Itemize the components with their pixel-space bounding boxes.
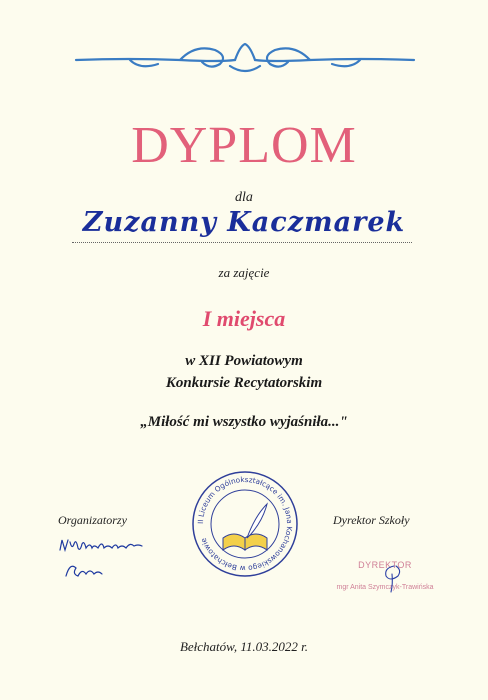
stamp-title: DYREKTOR [358, 560, 412, 570]
contest-line-2: Konkursie Recytatorskim [165, 375, 323, 391]
recipient-name: Zuzanny Kaczmarek [82, 207, 406, 238]
for-label: dla [235, 190, 253, 205]
place-award: I miejsca [202, 306, 286, 331]
decorative-flourish [70, 36, 420, 80]
name-dotted-line [72, 242, 412, 243]
director-signature [380, 560, 410, 594]
contest-line-1: w XII Powiatowym [185, 353, 303, 369]
organizers-signature [56, 534, 146, 584]
school-seal [189, 468, 301, 580]
director-label: Dyrektor Szkoły [333, 513, 410, 527]
achievement-label: za zajęcie [218, 265, 270, 280]
book-icon [223, 534, 267, 550]
place-and-date: Bełchatów, 11.03.2022 r. [179, 639, 309, 654]
contest-motto: „Miłość mi wszystko wyjaśniła..." [140, 414, 348, 430]
organizers-label: Organizatorzy [58, 513, 127, 527]
diploma-title: DYPLOM [131, 117, 357, 174]
seal-text: II Liceum Ogólnokształcące im. Jana Kochanowskiego w Bełchatowie [195, 474, 295, 574]
quill-icon [247, 504, 267, 538]
stamp-name: mgr Anita Szymczyk-Trawińska [336, 584, 434, 591]
